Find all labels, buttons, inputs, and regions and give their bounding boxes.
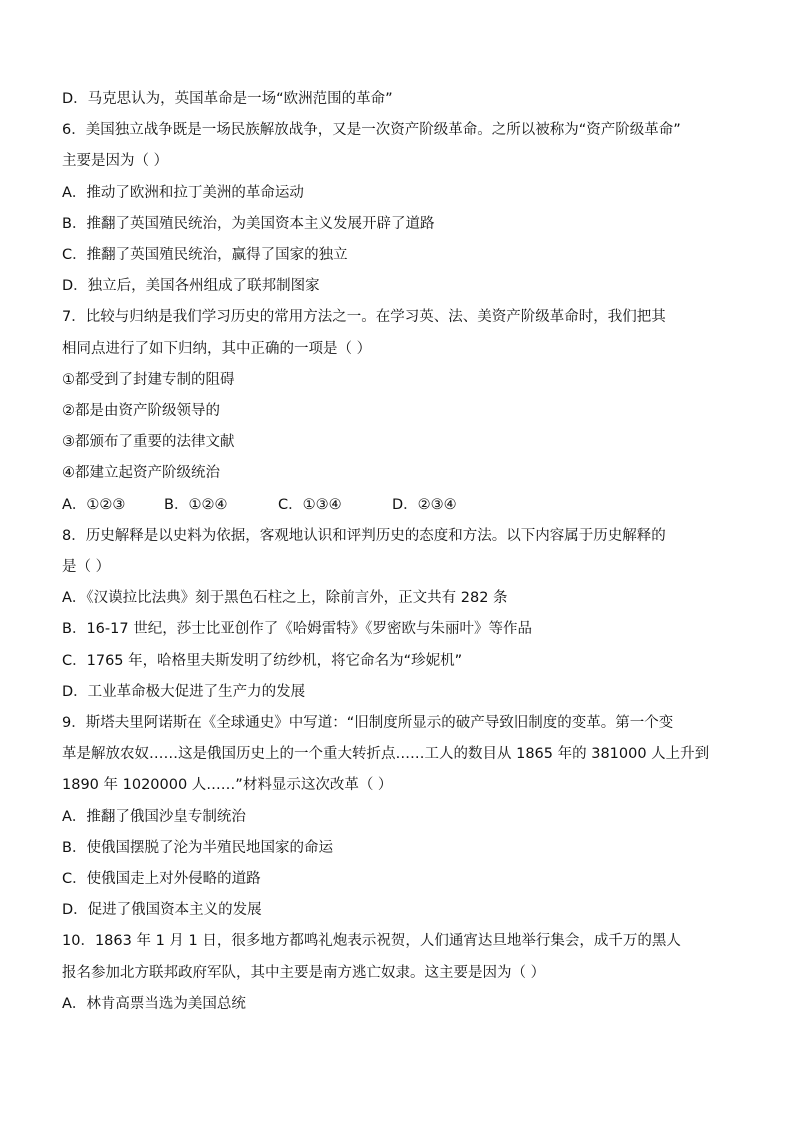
q6-option-c: C．推翻了英国殖民统治，赢得了国家的独立 <box>62 247 348 264</box>
q6-option-b: B．推翻了英国殖民统治，为美国资本主义发展开辟了道路 <box>62 215 435 232</box>
q8-option-c: C．1765 年，哈格里夫斯发明了纺纱机，将它命名为“珍妮机” <box>62 652 463 669</box>
q7-option-b: B．①②④ <box>164 496 228 513</box>
q6-stem-line2: 主要是因为（ ） <box>62 153 169 170</box>
q8-option-b: B．16-17 世纪，莎士比亚创作了《哈姆雷特》《罗密欧与朱丽叶》等作品 <box>62 621 532 638</box>
q9-stem-line1: 9．斯塔夫里阿诺斯在《全球通史》中写道：“旧制度所显示的破产导致旧制度的变革。第一个变 <box>62 715 674 732</box>
q9-stem-line2: 革是解放农奴……这是俄国历史上的一个重大转折点……工人的数目从 1865 年的 381000 人上升到 <box>62 746 710 763</box>
q7-options-row <box>62 490 742 521</box>
q8-option-a: A．《汉谟拉比法典》刻于黑色石柱之上，除前言外，正文共有 282 条 <box>62 590 508 607</box>
q6-option-d: D．独立后，美国各州组成了联邦制图家 <box>62 278 320 295</box>
q9-option-d: D．促进了俄国资本主义的发展 <box>62 902 262 919</box>
q8-option-d: D．工业革命极大促进了生产力的发展 <box>62 683 306 700</box>
q6-option-a: A．推动了欧洲和拉丁美洲的革命运动 <box>62 184 304 201</box>
q9-option-c: C．使俄国走上对外侵略的道路 <box>62 871 261 888</box>
q9-option-a: A．推翻了俄国沙皇专制统治 <box>62 808 246 825</box>
q10-stem-line1: 10．1863 年 1 月 1 日，很多地方都鸣礼炮表示祝贺，人们通宵达旦地举行集会，成千万的黑人 <box>62 933 681 950</box>
q9-stem-line3: 1890 年 1020000 人……”材料显示这次改革（ ） <box>62 777 393 794</box>
q7-item-4: ④都建立起资产阶级统治 <box>62 465 220 482</box>
q7-item-3: ③都颁布了重要的法律文献 <box>62 434 235 451</box>
q8-stem-line2: 是（ ） <box>62 559 111 576</box>
q7-option-c: C．①③④ <box>278 496 342 513</box>
q7-stem-line1: 7．比较与归纳是我们学习历史的常用方法之一。在学习英、法、美资产阶级革命时，我们把其 <box>62 309 666 326</box>
q7-option-a: A．①②③ <box>62 496 126 513</box>
q8-stem-line1: 8．历史解释是以史料为依据，客观地认识和评判历史的态度和方法。以下内容属于历史解释的 <box>62 527 666 544</box>
q7-stem-line2: 相同点进行了如下归纳，其中正确的一项是（ ） <box>62 340 372 357</box>
q6-stem-line1: 6．美国独立战争既是一场民族解放战争，又是一次资产阶级革命。之所以被称为“资产阶级革命” <box>62 122 681 139</box>
q5-option-d: D．马克思认为，英国革命是一场“欧洲范围的革命” <box>62 91 393 107</box>
q7-option-d: D．②③④ <box>392 496 457 513</box>
q10-stem-line2: 报名参加北方联邦政府军队，其中主要是南方逃亡奴隶。这主要是因为（ ） <box>62 964 546 981</box>
q7-item-1: ①都受到了封建专制的阻碍 <box>62 371 235 388</box>
q10-option-a: A．林肯高票当选为美国总统 <box>62 995 246 1012</box>
q9-option-b: B．使俄国摆脱了沦为半殖民地国家的命运 <box>62 839 333 856</box>
q7-item-2: ②都是由资产阶级领导的 <box>62 403 220 420</box>
exam-page <box>62 84 742 1020</box>
